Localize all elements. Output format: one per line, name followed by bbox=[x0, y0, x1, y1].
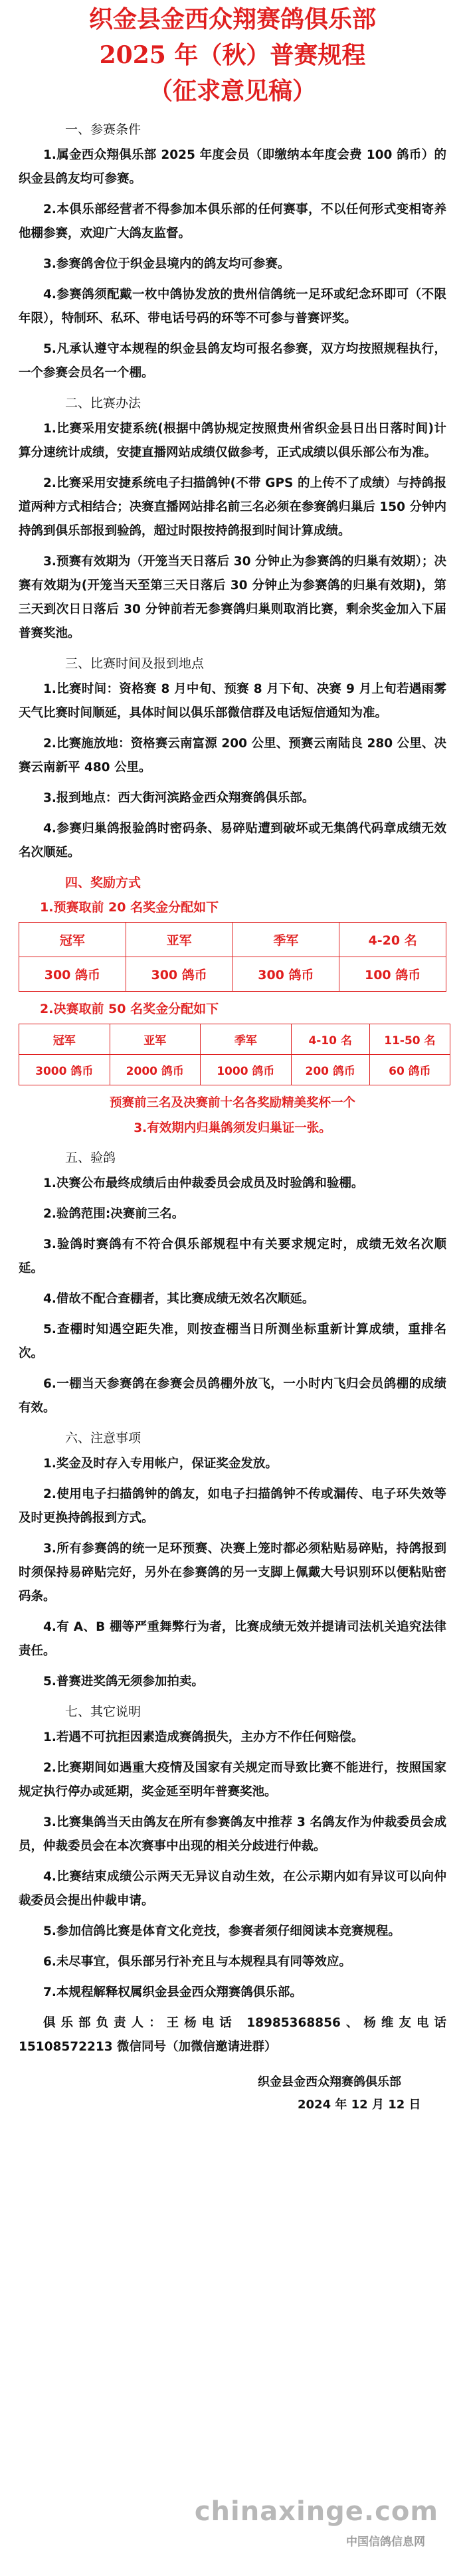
watermark-subtitle: 中国信鸽信息网 bbox=[346, 2535, 425, 2549]
document-subtitle: 2025 年（秋）普赛规程 bbox=[99, 41, 366, 69]
award-rank-cell: 亚军 bbox=[126, 923, 232, 957]
paragraph: 1.奖金及时存入专用帐户，保证奖金发放。 bbox=[43, 1457, 278, 1471]
award-rank-cell: 4-10 名 bbox=[291, 1024, 369, 1055]
paragraph: 3.验鸽时赛鸽有不符合俱乐部规程中有关要求规定时，成绩无效名次顺延。 bbox=[19, 1238, 446, 1275]
paragraph: 4.参赛鸽须配戴一枚中鸽协发放的贵州信鸽统一足环或纪念环即可（不限年限），特制环、私环、带电话号码的环等不可参与普赛评奖。 bbox=[19, 288, 446, 325]
award-amount-cell: 300 鸽币 bbox=[232, 957, 339, 992]
award-rank-cell: 冠军 bbox=[19, 1024, 110, 1055]
paragraph: 1.属金西众翔俱乐部 2025 年度会员（即缴纳本年度会费 100 鸽币）的织金县鸽友均可参赛。 bbox=[19, 148, 446, 186]
paragraph: 4.参赛归巢鸽报验鸽时密码条、易碎贴遭到破坏或无集鸽代码章成绩无效名次顺延。 bbox=[19, 822, 446, 860]
section-heading-other: 七、其它说明 bbox=[65, 1704, 141, 1719]
award-amount-cell: 300 鸽币 bbox=[126, 957, 232, 992]
paragraph: 2.比赛期间如遇重大疫情及国家有关规定而导致比赛不能进行，按照国家规定执行停办或延期，奖金延至明年普赛奖池。 bbox=[19, 1761, 446, 1799]
paragraph: 2.验鸽范围:决赛前三名。 bbox=[43, 1207, 185, 1221]
paragraph: 1.若遇不可抗拒因素造成赛鸽损失，主办方不作任何赔偿。 bbox=[43, 1730, 364, 1744]
section-heading-awards: 四、奖励方式 bbox=[65, 875, 141, 890]
preliminary-award-heading: 1.预赛取前 20 名奖金分配如下 bbox=[40, 900, 219, 915]
award-amount-cell: 3000 鸽币 bbox=[19, 1055, 110, 1085]
paragraph: 3.所有参赛鸽的统一足环预赛、决赛上笼时都必须粘贴易碎贴，持鸽报到时须保持易碎贴完好，另外在参赛鸽的另一支脚上佩戴大号识别环以便粘贴密码条。 bbox=[19, 1542, 446, 1604]
award-amount-cell: 300 鸽币 bbox=[19, 957, 126, 992]
section-heading-schedule: 三、比赛时间及报到地点 bbox=[65, 656, 205, 671]
signoff-date: 2024 年 12 月 12 日 bbox=[298, 2098, 421, 2112]
watermark-logo: chinaxinge.com bbox=[194, 2496, 438, 2527]
homing-certificate-note: 3.有效期内归巢鸽须发归巢证一张。 bbox=[134, 1121, 331, 1135]
award-amount-cell: 200 鸽币 bbox=[291, 1055, 369, 1085]
award-amount-cell: 2000 鸽币 bbox=[110, 1055, 201, 1085]
paragraph: 3.比赛集鸽当天由鸽友在所有参赛鸽友中推荐 3 名鸽友作为仲裁委员会成员，仲裁委员会在本次赛事中出现的相关分歧进行仲裁。 bbox=[19, 1815, 446, 1853]
paragraph: 5.普赛进奖鸽无须参加拍卖。 bbox=[43, 1675, 204, 1689]
contact-info: 俱乐部负责人：王杨电话 18985368856、杨维友电话 15108572213 微信同号（加微信邀请进群） bbox=[19, 2016, 446, 2054]
paragraph: 2.本俱乐部经营者不得参加本俱乐部的任何赛事，不以任何形式变相寄养他棚参赛，欢迎广大鸽友监督。 bbox=[19, 203, 446, 240]
paragraph: 7.本规程解释权属织金县金西众翔赛鸽俱乐部。 bbox=[43, 1985, 302, 1999]
paragraph: 5.查棚时知遇空距失准，则按查棚当日所测坐标重新计算成绩，重排名次。 bbox=[19, 1323, 446, 1360]
award-rank-cell: 季军 bbox=[232, 923, 339, 957]
award-amount-cell: 100 鸽币 bbox=[339, 957, 446, 992]
paragraph: 5.参加信鸽比赛是体育文化竞技，参赛者须仔细阅读本竞赛规程。 bbox=[43, 1924, 401, 1938]
section-heading-method: 二、比赛办法 bbox=[65, 396, 141, 411]
signoff-club: 织金县金西众翔赛鸽俱乐部 bbox=[258, 2075, 401, 2089]
title-block bbox=[19, 0, 446, 109]
draft-note: （征求意见稿） bbox=[148, 77, 316, 105]
section-heading-inspection: 五、验鸽 bbox=[65, 1150, 116, 1165]
award-rank-cell: 季军 bbox=[201, 1024, 292, 1055]
preliminary-award-table bbox=[19, 922, 446, 992]
paragraph: 2.使用电子扫描鸽钟的鸽友，如电子扫描鸽钟不传或漏传、电子环失效等及时更换持鸽报到方式。 bbox=[19, 1487, 446, 1525]
award-rank-cell: 亚军 bbox=[110, 1024, 201, 1055]
paragraph: 1.比赛采用安捷系统(根据中鸽协规定按照贵州省织金县日出日落时间)计算分速统计成绩，安捷直播网站成绩仅做参考，正式成绩以俱乐部公布为准。 bbox=[19, 422, 446, 460]
paragraph: 4.比赛结束成绩公示两天无异议自动生效，在公示期内如有异议可以向仲裁委员会提出仲裁申请。 bbox=[19, 1870, 446, 1908]
section-heading-conditions: 一、参赛条件 bbox=[65, 122, 141, 137]
award-rank-cell: 冠军 bbox=[19, 923, 126, 957]
paragraph: 2.比赛施放地：资格赛云南富源 200 公里、预赛云南陆良 280 公里、决赛云南新平 480 公里。 bbox=[19, 737, 446, 775]
award-amount-cell: 1000 鸽币 bbox=[201, 1055, 292, 1085]
award-rank-cell: 11-50 名 bbox=[369, 1024, 450, 1055]
final-award-table bbox=[19, 1024, 450, 1085]
paragraph: 4.有 A、B 棚等严重舞弊行为者，比赛成绩无效并提请司法机关追究法律责任。 bbox=[19, 1620, 446, 1658]
paragraph: 6.一棚当天参赛鸽在参赛会员鸽棚外放飞，一小时内飞归会员鸽棚的成绩有效。 bbox=[19, 1377, 446, 1415]
paragraph: 5.凡承认遵守本规程的织金县鸽友均可报名参赛，双方均按照规程执行，一个参赛会员名一个棚。 bbox=[19, 342, 446, 380]
final-award-heading: 2.决赛取前 50 名奖金分配如下 bbox=[40, 1002, 219, 1016]
paragraph: 2.比赛采用安捷系统电子扫描鸽钟(不带 GPS 的上传不了成绩）与持鸽报道两种方式相结合；决赛直播网站排名前三名必须在参赛鸽归巢后 150 分钟内持鸽到俱乐部报到验鸽，超过时限按持鸽报到时间计算成绩。 bbox=[19, 476, 446, 538]
paragraph: 3.报到地点：西大街河滨路金西众翔赛鸽俱乐部。 bbox=[43, 791, 315, 805]
document-title: 织金县金西众翔赛鸽俱乐部 bbox=[88, 5, 376, 33]
paragraph: 3.预赛有效期为（开笼当天日落后 30 分钟止为参赛鸽的归巢有效期）；决赛有效期为(开笼当天至第三天日落后 30 分钟止为参赛鸽的归巢有效期)，第三天到次日日落后 30 分钟前若无参赛鸽归巢则取消比赛，剩余奖金加入下届普赛奖池。 bbox=[19, 555, 446, 640]
award-amount-cell: 60 鸽币 bbox=[369, 1055, 450, 1085]
paragraph: 4.借故不配合查棚者，其比赛成绩无效名次顺延。 bbox=[43, 1292, 315, 1306]
paragraph: 1.决赛公布最终成绩后由仲裁委员会成员及时验鸽和验棚。 bbox=[43, 1176, 364, 1190]
trophy-note: 预赛前三名及决赛前十名各奖励精美奖杯一个 bbox=[109, 1096, 355, 1110]
award-rank-cell: 4-20 名 bbox=[339, 923, 446, 957]
paragraph: 3.参赛鸽舍位于织金县境内的鸽友均可参赛。 bbox=[43, 257, 290, 271]
section-heading-notes: 六、注意事项 bbox=[65, 1431, 141, 1445]
paragraph: 1.比赛时间：资格赛 8 月中旬、预赛 8 月下旬、决赛 9 月上旬若遇雨雾天气比赛时间顺延，具体时间以俱乐部微信群及电话短信通知为准。 bbox=[19, 682, 446, 720]
paragraph: 6.未尽事宜，俱乐部另行补充且与本规程具有同等效应。 bbox=[43, 1955, 351, 1969]
